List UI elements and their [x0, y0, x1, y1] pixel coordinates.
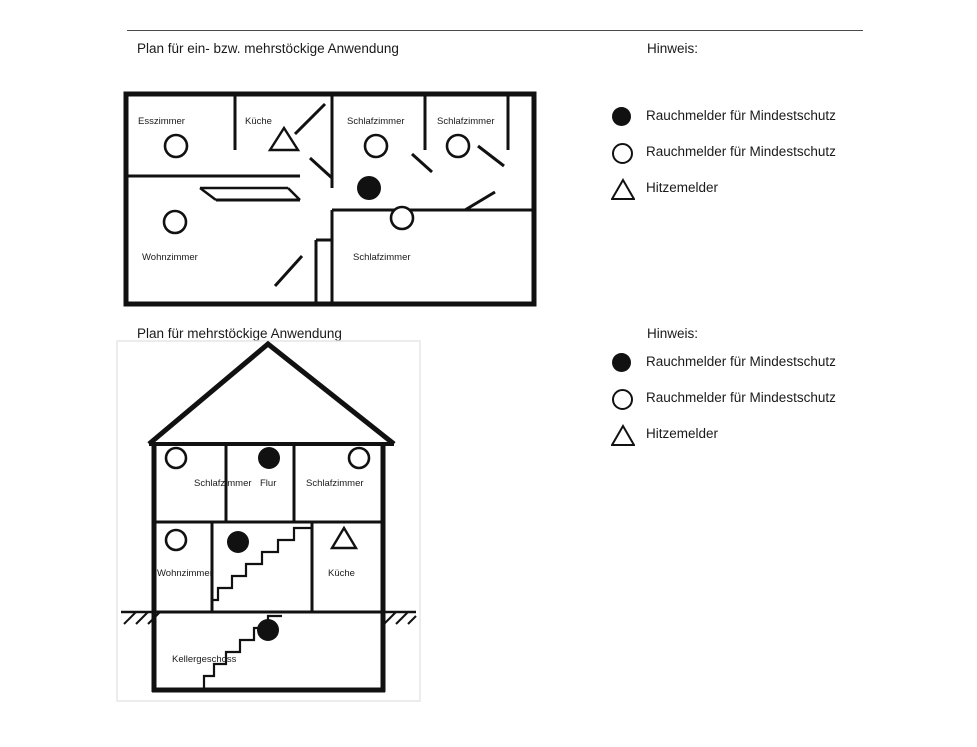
legend-item-label: Rauchmelder für Mindestschutz — [646, 354, 836, 369]
legend-top — [610, 104, 910, 212]
room-label: Schlafzimmer — [306, 478, 364, 489]
legend-item — [610, 140, 910, 176]
hinweis2-heading: Hinweis: — [647, 326, 699, 341]
legend-item — [610, 176, 910, 212]
room-label: Küche — [328, 568, 355, 579]
house-section-bottom — [116, 340, 421, 702]
open-circle-icon — [610, 140, 640, 166]
room-label: Schlafzimmer — [437, 116, 495, 127]
legend-item — [610, 104, 910, 140]
plan1-caption: Plan für ein- bzw. mehrstöckige Anwendung — [137, 41, 399, 56]
legend-item-label: Rauchmelder für Mindestschutz — [646, 144, 836, 159]
legend-item-label: Hitzemelder — [646, 180, 719, 195]
room-label: Küche — [245, 116, 272, 127]
filled-circle-icon — [610, 104, 640, 130]
legend-item — [610, 386, 910, 422]
legend-item — [610, 422, 910, 458]
legend-item — [610, 350, 910, 386]
room-label: Schlafzimmer — [194, 478, 252, 489]
filled-circle-icon — [610, 350, 640, 376]
legend-item-label: Rauchmelder für Mindestschutz — [646, 108, 836, 123]
house-section-drawing — [116, 340, 421, 702]
plan2-caption: Plan für mehrstöckige Anwendung — [137, 326, 342, 341]
triangle-icon — [610, 422, 640, 448]
triangle-icon — [610, 176, 640, 202]
room-label: Wohnzimmer — [142, 252, 198, 263]
legend-bottom — [610, 350, 910, 458]
open-circle-icon — [610, 386, 640, 412]
room-label: Kellergeschoss — [172, 654, 237, 665]
header-divider — [127, 30, 863, 31]
floor-plan-top — [120, 88, 540, 310]
room-label: Schlafzimmer — [347, 116, 405, 127]
room-label: Schlafzimmer — [353, 252, 411, 263]
legend-item-label: Rauchmelder für Mindestschutz — [646, 390, 836, 405]
room-label: Esszimmer — [138, 116, 185, 127]
legend-item-label: Hitzemelder — [646, 426, 719, 441]
hinweis1-heading: Hinweis: — [647, 41, 699, 56]
room-label: Wohnzimmer — [157, 568, 213, 579]
room-label: Flur — [260, 478, 277, 489]
